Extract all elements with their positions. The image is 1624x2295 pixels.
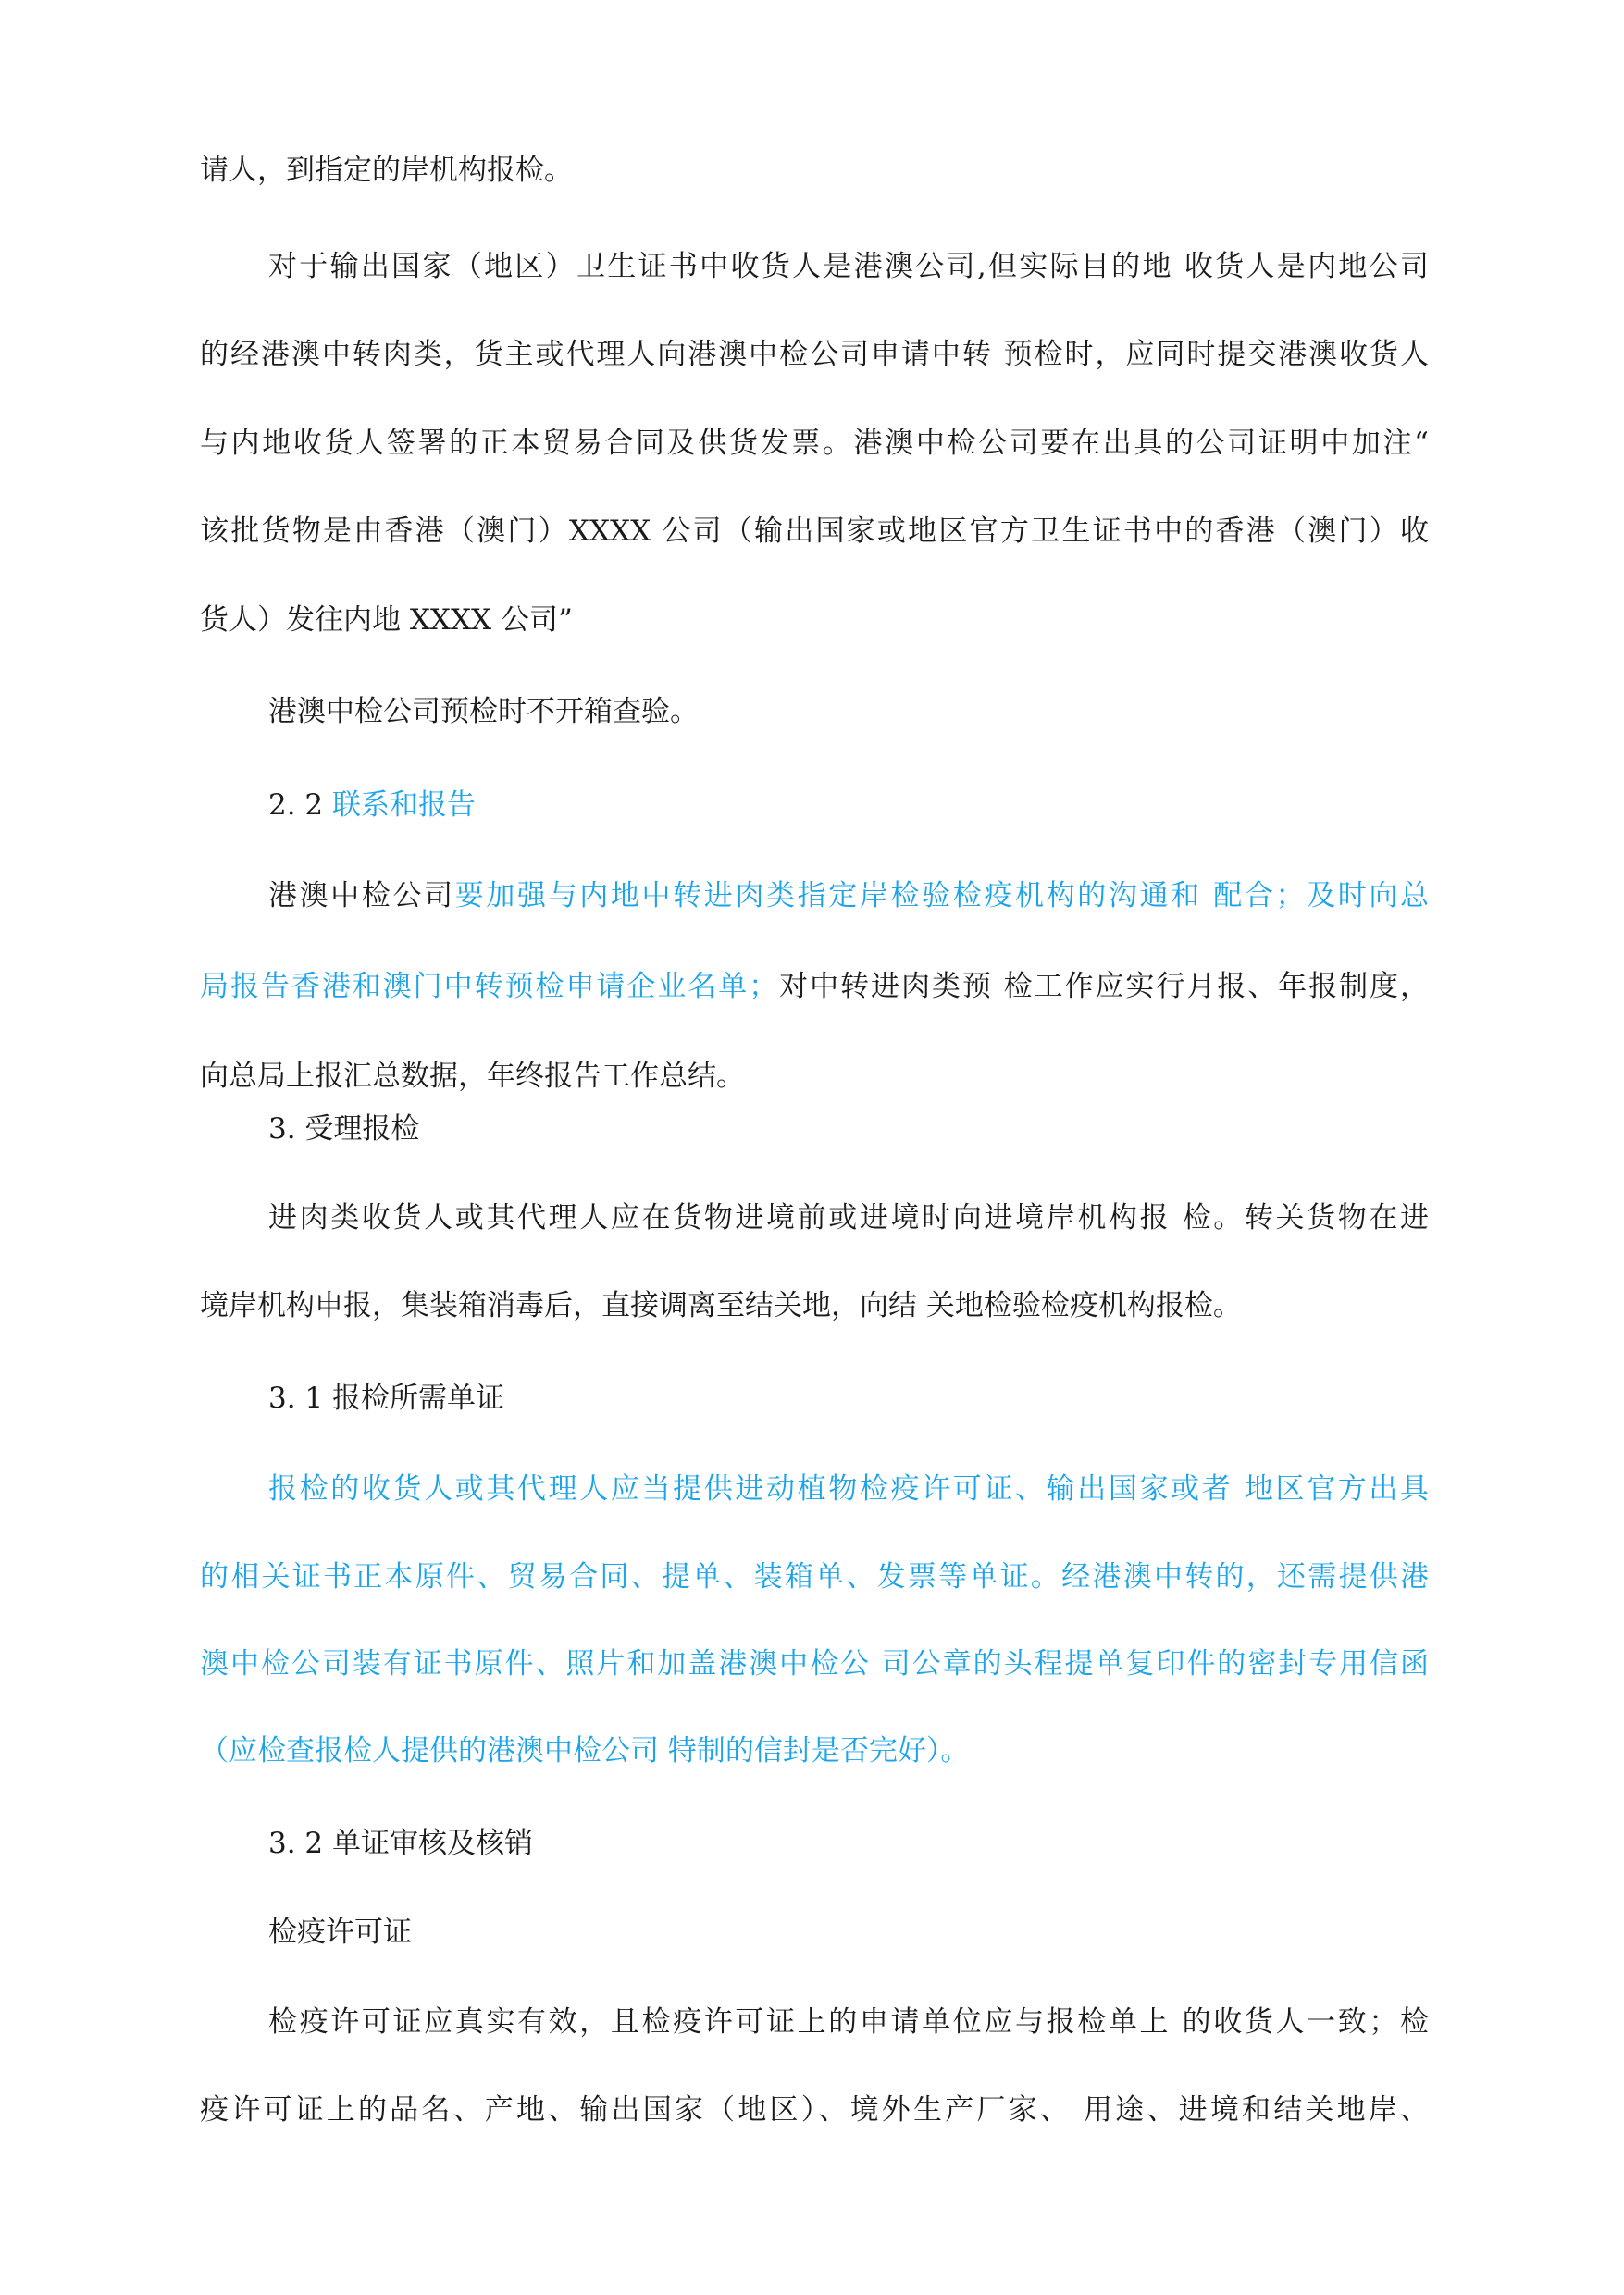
paragraph-line [200,425,1429,462]
body-text: 的经港澳中转肉类，货主或代理人向港澳中检公司申请中转 预检时，应同时提交港澳收货人 [200,338,1429,371]
body-text: 请人，到指定的岸机构报检。 [200,154,573,187]
section-heading [268,1825,1429,1862]
body-text: 对中转进肉类预 检工作应实行月报、年报制度， [777,970,1429,1003]
highlighted-text: 要加强与内地中转进肉类指定岸检验检疫机构的沟通和 配合；及时向总 [454,879,1429,912]
paragraph-line [268,1199,1429,1236]
paragraph-line [268,248,1429,285]
body-text: 3. 2 单证审核及核销 [268,1827,534,1860]
body-text: 检疫许可证应真实有效，且检疫许可证上的申请单位应与报检单上 的收货人一致；检 [268,2005,1429,2039]
paragraph-line [268,877,1429,914]
paragraph-line [200,513,1429,550]
body-text: 向总局上报汇总数据，年终报告工作总结。 [200,1060,745,1093]
paragraph-line [268,693,1429,730]
section-heading [268,1110,1429,1148]
highlighted-text: 澳中检公司装有证书原件、照片和加盖港澳中检公 司公章的头程提单复印件的密封专用信函 [200,1647,1429,1681]
body-text: 该批货物是由香港（澳门）XXXX 公司（输出国家或地区官方卫生证书中的香港（澳门）收 [200,515,1429,548]
highlighted-text: 报检的收货人或其代理人应当提供进动植物检疫许可证、输出国家或者 地区官方出具 [268,1472,1429,1506]
body-text: 3. 受理报检 [268,1112,420,1146]
section-heading [268,787,1429,824]
section-heading [268,1380,1429,1417]
highlighted-text: 联系和报告 [332,788,477,822]
body-text: 港澳中检公司预检时不开箱查验。 [268,695,699,728]
body-text: 进肉类收货人或其代理人应在货物进境前或进境时向进境岸机构报 检。转关货物在进 [268,1201,1429,1234]
paragraph-line [200,152,1429,189]
paragraph-line [200,1287,1429,1324]
body-text: 疫许可证上的品名、产地、输出国家（地区）、境外生产厂家、 用途、进境和结关地岸、 [200,2093,1429,2127]
body-text: 对于输出国家（地区）卫生证书中收货人是港澳公司,但实际目的地 收货人是内地公司 [268,250,1429,283]
paragraph-line [200,1645,1429,1682]
paragraph-line [200,336,1429,373]
highlighted-text: 局报告香港和澳门中转预检申请企业名单； [200,970,778,1003]
paragraph-line [200,1058,1429,1095]
paragraph-line [200,1732,1429,1769]
body-text: 货人）发往内地 XXXX 公司” [200,603,573,637]
subheading [268,1914,1429,1951]
paragraph-line [200,602,1429,639]
paragraph-line [268,1470,1429,1507]
body-text: 2. 2 [268,788,333,822]
paragraph-line [200,968,1429,1005]
highlighted-text: （应检查报检人提供的港澳中检公司 特制的信封是否完好）。 [200,1734,970,1768]
paragraph-line [200,1558,1429,1595]
body-text: 港澳中检公司 [268,879,455,912]
highlighted-text: 的相关证书正本原件、贸易合同、提单、装箱单、发票等单证。经港澳中转的，还需提供港 [200,1560,1429,1594]
paragraph-line [200,2091,1429,2128]
body-text: 检疫许可证 [268,1916,412,1949]
paragraph-line [268,2003,1429,2041]
body-text: 3. 1 报检所需单证 [268,1382,505,1415]
body-text: 与内地收货人签署的正本贸易合同及供货发票。港澳中检公司要在出具的公司证明中加注“ [200,427,1429,460]
body-text: 境岸机构申报，集装箱消毒后，直接调离至结关地，向结 关地检验检疫机构报检。 [200,1289,1242,1322]
